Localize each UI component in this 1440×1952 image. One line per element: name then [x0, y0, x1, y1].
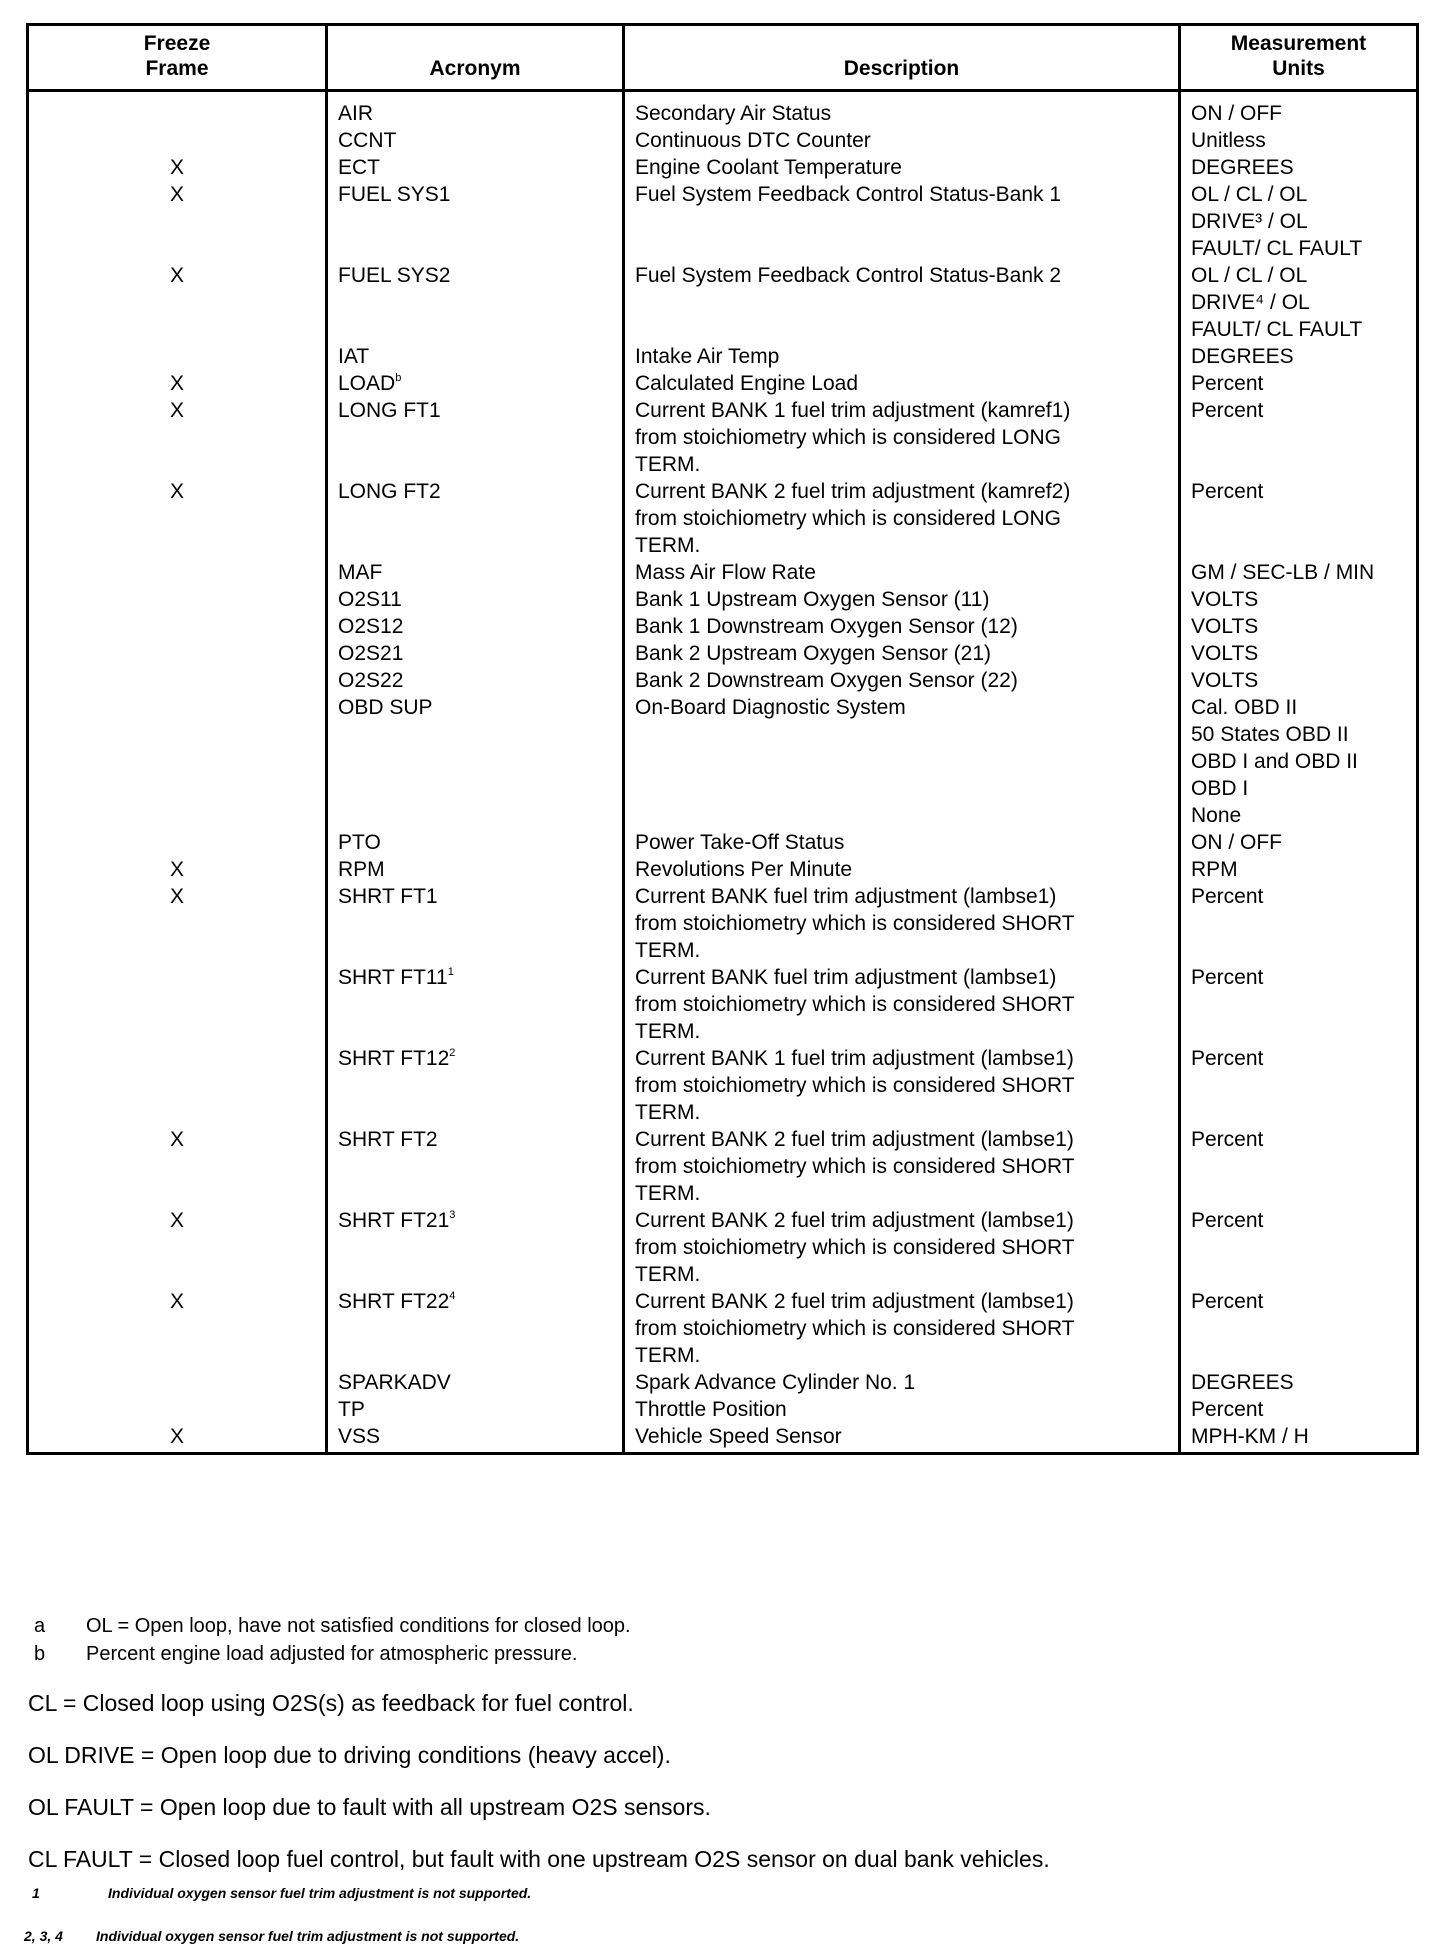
units-line: VOLTS [1191, 669, 1259, 692]
acronym-text: IAT [338, 345, 370, 368]
description-line: TERM. [635, 534, 701, 557]
acronym-text: SHRT FT21 [338, 1209, 450, 1232]
units-cell [1180, 370, 1418, 397]
units-cell [1180, 1126, 1418, 1207]
units-cell [1180, 127, 1418, 154]
description-cell [624, 856, 1180, 883]
description-cell [624, 1423, 1180, 1454]
units-cell [1180, 586, 1418, 613]
freeze-frame-cell [28, 1045, 327, 1126]
description-line: from stoichiometry which is considered LONG [635, 507, 1061, 530]
table-row [28, 856, 1418, 883]
description-line: from stoichiometry which is considered SHORT [635, 1155, 1075, 1178]
description-cell [624, 694, 1180, 829]
units-cell [1180, 694, 1418, 829]
description-line: Bank 2 Upstream Oxygen Sensor (21) [635, 642, 991, 665]
description-line: from stoichiometry which is considered SHORT [635, 912, 1075, 935]
units-cell [1180, 613, 1418, 640]
table-row [28, 559, 1418, 586]
freeze-frame-cell [28, 613, 327, 640]
freeze-frame-mark: X [169, 1290, 184, 1313]
units-cell [1180, 91, 1418, 128]
description-cell [624, 1396, 1180, 1423]
acronym-cell [327, 1396, 624, 1423]
table-row [28, 397, 1418, 478]
units-line: Percent [1191, 1047, 1264, 1070]
definition-cl: CL = Closed loop using O2S(s) as feedback for fuel control. [28, 1690, 634, 1716]
acronym-cell [327, 370, 624, 397]
units-line: Percent [1191, 1128, 1264, 1151]
units-line: Percent [1191, 1290, 1264, 1313]
acronym-cell [327, 397, 624, 478]
units-line: None [1191, 804, 1242, 827]
description-cell [624, 1045, 1180, 1126]
description-cell [624, 262, 1180, 343]
description-line: TERM. [635, 1101, 701, 1124]
description-cell [624, 478, 1180, 559]
units-line: OBD I [1191, 777, 1249, 800]
units-cell [1180, 1369, 1418, 1396]
acronym-text: LOAD [338, 372, 396, 395]
table-row [28, 1396, 1418, 1423]
acronym-text: RPM [338, 858, 385, 881]
description-line: Fuel System Feedback Control Status-Bank 1 [635, 183, 1062, 206]
description-line: from stoichiometry which is considered SHORT [635, 993, 1075, 1016]
description-line: Bank 1 Downstream Oxygen Sensor (12) [635, 615, 1018, 638]
description-line: Power Take-Off Status [635, 831, 845, 854]
description-line: Calculated Engine Load [635, 372, 859, 395]
description-line: Engine Coolant Temperature [635, 156, 902, 179]
acronym-text: VSS [338, 1425, 381, 1448]
note-b-key: b [34, 1643, 46, 1665]
units-cell [1180, 397, 1418, 478]
description-cell [624, 667, 1180, 694]
units-line: Percent [1191, 372, 1264, 395]
acronym-cell [327, 154, 624, 181]
acronym-text: SHRT FT2 [338, 1128, 438, 1151]
acronym-cell [327, 829, 624, 856]
acronym-cell [327, 613, 624, 640]
table-header-row [28, 25, 1418, 91]
acronym-text: FUEL SYS1 [338, 183, 451, 206]
footnote-1 [32, 1885, 531, 1901]
description-line: Current BANK 1 fuel trim adjustment (kamref1) [635, 399, 1071, 422]
note-a-key: a [34, 1615, 46, 1637]
table-row [28, 91, 1418, 128]
description-cell [624, 559, 1180, 586]
description-line: Bank 1 Upstream Oxygen Sensor (11) [635, 588, 990, 611]
units-line: FAULT/ CL FAULT [1191, 237, 1363, 260]
acronym-cell [327, 91, 624, 128]
acronym-text: OBD SUP [338, 696, 433, 719]
description-cell [624, 1369, 1180, 1396]
table-row [28, 1045, 1418, 1126]
units-cell [1180, 1207, 1418, 1288]
description-line: Current BANK fuel trim adjustment (lambse1) [635, 966, 1057, 989]
freeze-frame-cell [28, 640, 327, 667]
description-cell [624, 370, 1180, 397]
note-a [30, 1612, 631, 1640]
table-row [28, 370, 1418, 397]
acronym-text: ECT [338, 156, 380, 179]
units-cell [1180, 154, 1418, 181]
description-line: TERM. [635, 1263, 701, 1286]
freeze-frame-mark: X [169, 399, 184, 422]
table-row [28, 1126, 1418, 1207]
description-cell [624, 1288, 1180, 1369]
table-row [28, 667, 1418, 694]
footnote-1-key: 1 [32, 1885, 40, 1901]
acronym-cell [327, 559, 624, 586]
units-line: DEGREES [1191, 1371, 1294, 1394]
units-line: MPH-KM / H [1191, 1425, 1309, 1448]
description-cell [624, 829, 1180, 856]
footnote-marker: 2 [449, 1047, 456, 1059]
footnote-2-3-4 [24, 1928, 519, 1944]
description-cell [624, 127, 1180, 154]
units-line: 50 States OBD II [1191, 723, 1349, 746]
units-line: VOLTS [1191, 615, 1259, 638]
description-line: TERM. [635, 1020, 701, 1043]
header-freeze-frame-line2: Frame [145, 57, 209, 80]
freeze-frame-cell [28, 154, 327, 181]
table-row [28, 478, 1418, 559]
units-cell [1180, 343, 1418, 370]
table-row [28, 1207, 1418, 1288]
acronym-text: O2S22 [338, 669, 404, 692]
acronym-text: PTO [338, 831, 381, 854]
description-line: Revolutions Per Minute [635, 858, 853, 881]
table-row [28, 1423, 1418, 1454]
note-a-text: OL = Open loop, have not satisfied conditions for closed loop. [86, 1615, 631, 1637]
freeze-frame-cell [28, 1126, 327, 1207]
freeze-frame-cell [28, 829, 327, 856]
units-line: OBD I and OBD II [1191, 750, 1358, 773]
freeze-frame-cell [28, 586, 327, 613]
freeze-frame-mark: X [169, 858, 184, 881]
units-cell [1180, 559, 1418, 586]
acronym-cell [327, 694, 624, 829]
acronym-cell [327, 640, 624, 667]
acronym-text: SHRT FT22 [338, 1290, 450, 1313]
description-line: On-Board Diagnostic System [635, 696, 906, 719]
units-cell [1180, 262, 1418, 343]
description-cell [624, 91, 1180, 128]
acronym-text: MAF [338, 561, 383, 584]
freeze-frame-cell [28, 91, 327, 128]
acronym-cell [327, 1207, 624, 1288]
freeze-frame-cell [28, 559, 327, 586]
freeze-frame-cell [28, 856, 327, 883]
acronym-text: LONG FT2 [338, 480, 441, 503]
acronym-text: SHRT FT1 [338, 885, 438, 908]
table-row [28, 586, 1418, 613]
description-line: Continuous DTC Counter [635, 129, 871, 152]
units-cell [1180, 856, 1418, 883]
freeze-frame-mark: X [169, 480, 184, 503]
freeze-frame-cell [28, 262, 327, 343]
header-freeze-frame [28, 25, 327, 91]
note-b [30, 1640, 631, 1668]
freeze-frame-cell [28, 1423, 327, 1454]
acronym-text: O2S21 [338, 642, 404, 665]
footnote-2-3-4-key: 2, 3, 4 [24, 1928, 63, 1944]
freeze-frame-cell [28, 478, 327, 559]
description-line: TERM. [635, 939, 701, 962]
footnote-2-3-4-text: Individual oxygen sensor fuel trim adjustment is not supported. [96, 1928, 520, 1944]
units-line: Percent [1191, 1398, 1264, 1421]
table-row [28, 883, 1418, 964]
acronym-cell [327, 127, 624, 154]
table-row [28, 829, 1418, 856]
description-line: Current BANK fuel trim adjustment (lambse1) [635, 885, 1057, 908]
units-line: VOLTS [1191, 588, 1259, 611]
header-units-line2: Units [1272, 57, 1325, 80]
definitions [28, 1688, 1050, 1896]
units-cell [1180, 640, 1418, 667]
freeze-frame-mark: X [169, 1209, 184, 1232]
description-line: Mass Air Flow Rate [635, 561, 816, 584]
definition-ol-fault: OL FAULT = Open loop due to fault with all upstream O2S sensors. [28, 1794, 711, 1820]
units-line: FAULT/ CL FAULT [1191, 318, 1363, 341]
units-cell [1180, 478, 1418, 559]
units-line: ON / OFF [1191, 831, 1282, 854]
table-body [28, 91, 1418, 1454]
description-cell [624, 640, 1180, 667]
freeze-frame-cell [28, 1396, 327, 1423]
acronym-text: O2S11 [338, 588, 402, 611]
table-row [28, 127, 1418, 154]
acronym-text: CCNT [338, 129, 397, 152]
pid-table [26, 23, 1419, 1455]
freeze-frame-cell [28, 397, 327, 478]
table-row [28, 640, 1418, 667]
freeze-frame-mark: X [169, 1128, 184, 1151]
units-line: Percent [1191, 966, 1264, 989]
description-line: Fuel System Feedback Control Status-Bank 2 [635, 264, 1062, 287]
acronym-text: AIR [338, 102, 374, 125]
acronym-cell [327, 883, 624, 964]
description-line: from stoichiometry which is considered SHORT [635, 1236, 1075, 1259]
units-cell [1180, 829, 1418, 856]
header-freeze-frame-line1: Freeze [143, 32, 211, 55]
description-line: Current BANK 2 fuel trim adjustment (lambse1) [635, 1209, 1074, 1232]
definition-cl-fault: CL FAULT = Closed loop fuel control, but fault with one upstream O2S sensor on dual bank vehicles. [28, 1846, 1050, 1872]
freeze-frame-cell [28, 343, 327, 370]
acronym-cell [327, 1045, 624, 1126]
acronym-text: SHRT FT12 [338, 1047, 450, 1070]
acronym-text: TP [338, 1398, 365, 1421]
table-row [28, 1369, 1418, 1396]
footnote-marker: b [395, 372, 402, 384]
description-cell [624, 154, 1180, 181]
description-cell [624, 964, 1180, 1045]
acronym-text: FUEL SYS2 [338, 264, 451, 287]
table-row [28, 343, 1418, 370]
description-line: Spark Advance Cylinder No. 1 [635, 1371, 916, 1394]
description-line: Intake Air Temp [635, 345, 780, 368]
freeze-frame-cell [28, 1288, 327, 1369]
acronym-cell [327, 181, 624, 262]
acronym-cell [327, 1126, 624, 1207]
description-cell [624, 1207, 1180, 1288]
footnote-marker: 4 [449, 1290, 456, 1302]
units-cell [1180, 181, 1418, 262]
units-line: DRIVE⁴ / OL [1191, 291, 1310, 314]
freeze-frame-mark: X [169, 372, 184, 395]
acronym-cell [327, 262, 624, 343]
units-line: Percent [1191, 1209, 1264, 1232]
definition-ol-drive: OL DRIVE = Open loop due to driving conditions (heavy accel). [28, 1742, 671, 1768]
description-cell [624, 586, 1180, 613]
units-line: OL / CL / OL [1191, 264, 1308, 287]
units-line: Percent [1191, 480, 1264, 503]
freeze-frame-mark: X [169, 156, 184, 179]
freeze-frame-cell [28, 883, 327, 964]
freeze-frame-cell [28, 127, 327, 154]
freeze-frame-cell [28, 1369, 327, 1396]
description-line: Current BANK 2 fuel trim adjustment (lambse1) [635, 1128, 1074, 1151]
units-line: DEGREES [1191, 345, 1294, 368]
acronym-cell [327, 478, 624, 559]
freeze-frame-cell [28, 1207, 327, 1288]
units-line: RPM [1191, 858, 1238, 881]
description-cell [624, 181, 1180, 262]
description-line: Current BANK 1 fuel trim adjustment (lambse1) [635, 1047, 1074, 1070]
acronym-cell [327, 667, 624, 694]
description-line: from stoichiometry which is considered SHORT [635, 1074, 1075, 1097]
units-line: ON / OFF [1191, 102, 1282, 125]
freeze-frame-mark: X [169, 885, 184, 908]
units-cell [1180, 1045, 1418, 1126]
units-cell [1180, 1396, 1418, 1423]
description-line: Current BANK 2 fuel trim adjustment (kamref2) [635, 480, 1071, 503]
freeze-frame-mark: X [169, 183, 184, 206]
freeze-frame-cell [28, 964, 327, 1045]
freeze-frame-cell [28, 667, 327, 694]
description-line: from stoichiometry which is considered SHORT [635, 1317, 1075, 1340]
acronym-cell [327, 856, 624, 883]
freeze-frame-cell [28, 370, 327, 397]
acronym-cell [327, 1288, 624, 1369]
acronym-cell [327, 1423, 624, 1454]
footnote-1-text: Individual oxygen sensor fuel trim adjustment is not supported. [108, 1885, 532, 1901]
description-line: Throttle Position [635, 1398, 787, 1421]
units-line: Percent [1191, 885, 1264, 908]
freeze-frame-cell [28, 694, 327, 829]
table-row [28, 964, 1418, 1045]
table-row [28, 262, 1418, 343]
units-line: GM / SEC-LB / MIN [1191, 561, 1375, 584]
description-line: Vehicle Speed Sensor [635, 1425, 842, 1448]
units-cell [1180, 964, 1418, 1045]
table-row [28, 1288, 1418, 1369]
description-cell [624, 343, 1180, 370]
table-row [28, 694, 1418, 829]
note-b-text: Percent engine load adjusted for atmospheric pressure. [86, 1643, 578, 1665]
description-line: Secondary Air Status [635, 102, 832, 125]
description-line: TERM. [635, 453, 701, 476]
acronym-text: SPARKADV [338, 1371, 451, 1394]
acronym-text: LONG FT1 [338, 399, 441, 422]
header-acronym: Acronym [327, 25, 624, 91]
table-row [28, 613, 1418, 640]
header-description: Description [624, 25, 1180, 91]
acronym-cell [327, 586, 624, 613]
description-line: Current BANK 2 fuel trim adjustment (lambse1) [635, 1290, 1074, 1313]
units-line: DRIVE³ / OL [1191, 210, 1308, 233]
table-notes [30, 1612, 631, 1668]
header-units-line1: Measurement [1230, 32, 1367, 55]
units-line: Unitless [1191, 129, 1266, 152]
freeze-frame-mark: X [169, 264, 184, 287]
units-cell [1180, 667, 1418, 694]
header-units [1180, 25, 1418, 91]
freeze-frame-cell [28, 181, 327, 262]
description-line: TERM. [635, 1344, 701, 1367]
description-line: from stoichiometry which is considered LONG [635, 426, 1061, 449]
description-cell [624, 883, 1180, 964]
acronym-cell [327, 964, 624, 1045]
units-line: DEGREES [1191, 156, 1294, 179]
footnote-marker: 1 [447, 966, 454, 978]
acronym-text: O2S12 [338, 615, 404, 638]
units-line: VOLTS [1191, 642, 1259, 665]
table-row [28, 181, 1418, 262]
description-cell [624, 613, 1180, 640]
acronym-cell [327, 343, 624, 370]
freeze-frame-mark: X [169, 1425, 184, 1448]
acronym-text: SHRT FT11 [338, 966, 448, 989]
description-cell [624, 397, 1180, 478]
description-line: Bank 2 Downstream Oxygen Sensor (22) [635, 669, 1018, 692]
units-cell [1180, 883, 1418, 964]
acronym-cell [327, 1369, 624, 1396]
units-line: OL / CL / OL [1191, 183, 1308, 206]
table-row [28, 154, 1418, 181]
units-line: Percent [1191, 399, 1264, 422]
footnote-marker: 3 [449, 1209, 456, 1221]
units-cell [1180, 1423, 1418, 1454]
description-cell [624, 1126, 1180, 1207]
description-line: TERM. [635, 1182, 701, 1205]
units-line: Cal. OBD II [1191, 696, 1298, 719]
units-cell [1180, 1288, 1418, 1369]
